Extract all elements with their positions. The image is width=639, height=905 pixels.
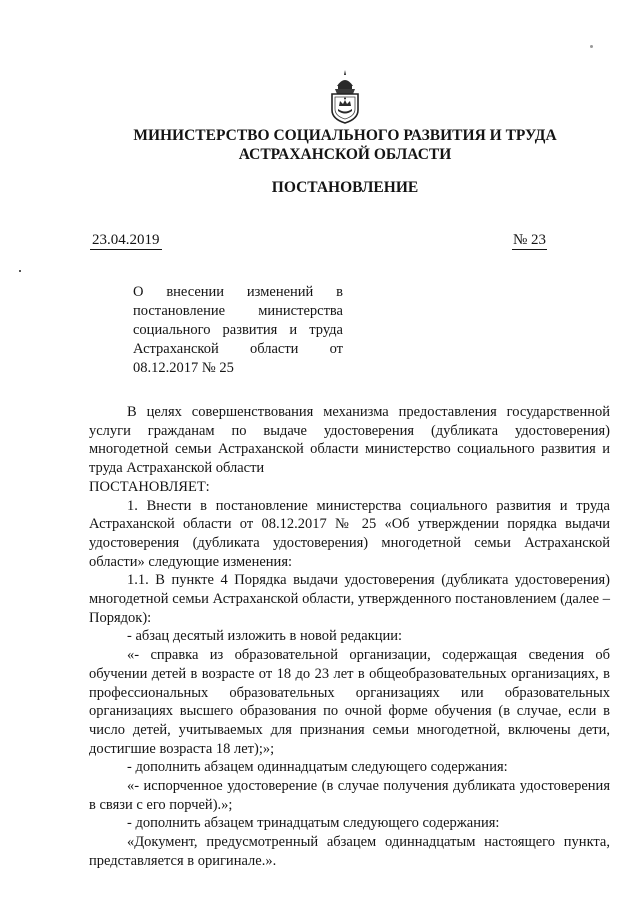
item-1-1-paragraph: 1.1. В пункте 4 Порядка выдачи удостоверения (дубликата удостоверения) многодетной семьи Астраханской области, утвержденного постановлением (далее – Порядок): (89, 572, 610, 626)
scan-speck (590, 45, 593, 48)
document-subject: О внесении изменений в постановление министерства социального развития и труда Астраханской области от 08.12.2017 № 25 (133, 284, 343, 376)
decree-word: ПОСТАНОВЛЯЕТ: (89, 478, 210, 495)
amendment-text-paragraph: «- справка из образовательной организации, содержащая сведения об обучении детей в возрасте от 18 до 23 лет в общеобразовательных организациях, в профессиональных образовательных организациях или образовательных организациях высшего образования по очной форме обучения (в случае, если в число детей, учитываемых для признания семьи многодетной, включены дети, достигшие возраста 18 лет);»; (89, 647, 610, 757)
document-type: ПОСТАНОВЛЕНИЕ (271, 179, 419, 196)
document-date: 23.04.2019 (92, 232, 160, 248)
addition-text-paragraph: «- испорченное удостоверение (в случае получения дубликата удостоверения в связи с его порчей).»; (89, 778, 610, 813)
coat-of-arms-icon (326, 68, 364, 124)
intro-paragraph: В целях совершенствования механизма предоставления государственной услуги гражданам по выдаче удостоверения (дубликата удостоверения) многодетной семьи Астраханской области министерство социального развития и труда Астраханской области (89, 404, 610, 477)
addition-paragraph: - дополнить абзацем одиннадцатым следующего содержания: (127, 759, 508, 776)
margin-dot (19, 270, 21, 272)
addition-2-text-paragraph: «Документ, предусмотренный абзацем одиннадцатым настоящего пункта, представляется в оригинале.». (89, 834, 610, 869)
ministry-title: МИНИСТЕРСТВО СОЦИАЛЬНОГО РАЗВИТИЯ И ТРУДА АСТРАХАНСКОЙ ОБЛАСТИ (133, 127, 557, 163)
document-number: № 23 (513, 232, 547, 248)
item-1-paragraph: 1. Внести в постановление министерства социального развития и труда Астраханской области от 08.12.2017 № 25 «Об утверждении порядка выдачи удостоверения (дубликата удостоверения) многодетной семьи Астраханской области» следующие изменения: (89, 497, 610, 570)
document-body (89, 403, 610, 871)
amendment-paragraph: - абзац десятый изложить в новой редакции: (127, 628, 403, 645)
addition-2-paragraph: - дополнить абзацем тринадцатым следующего содержания: (127, 815, 500, 832)
